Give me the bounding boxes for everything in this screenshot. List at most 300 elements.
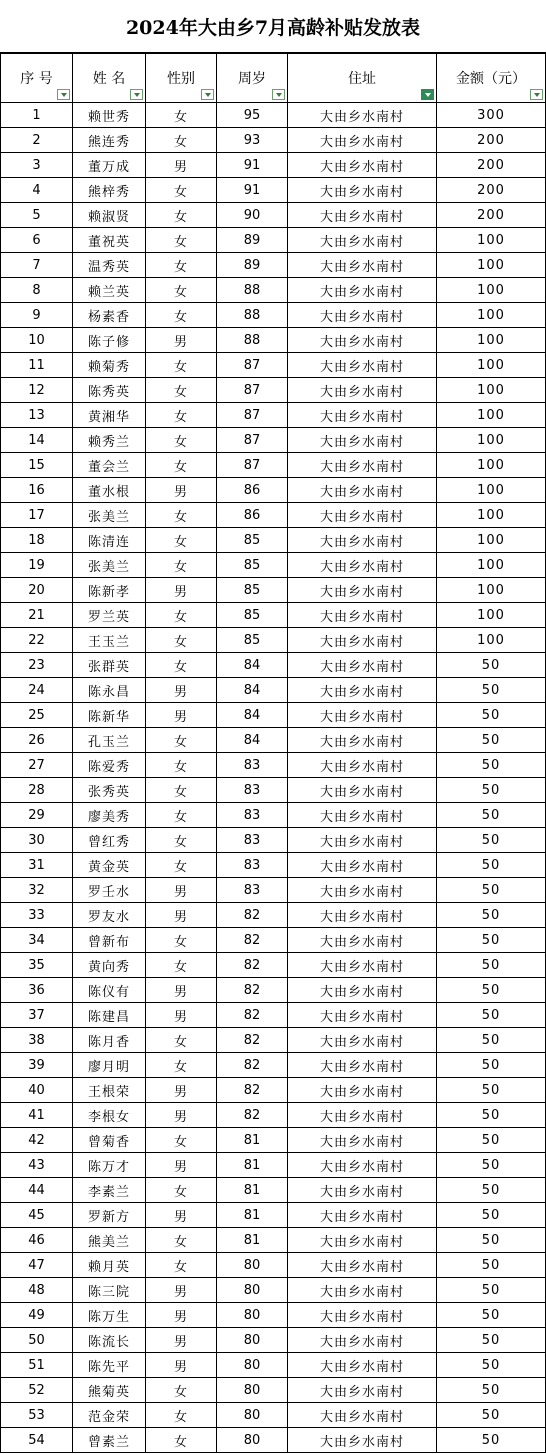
age-cell[interactable]: 84 <box>217 678 288 703</box>
seq-cell[interactable]: 1 <box>1 103 73 128</box>
name-cell[interactable]: 廖月明 <box>73 1053 146 1078</box>
seq-cell[interactable]: 52 <box>1 1378 73 1403</box>
gender-cell[interactable]: 男 <box>146 1203 217 1228</box>
age-cell[interactable]: 80 <box>217 1428 288 1453</box>
gender-cell[interactable]: 男 <box>146 1303 217 1328</box>
address-cell[interactable]: 大由乡水南村 <box>288 528 437 553</box>
amount-cell[interactable]: 100 <box>437 503 546 528</box>
amount-cell[interactable]: 100 <box>437 428 546 453</box>
age-cell[interactable]: 83 <box>217 778 288 803</box>
gender-cell[interactable]: 女 <box>146 1403 217 1428</box>
amount-cell[interactable]: 100 <box>437 453 546 478</box>
seq-cell[interactable]: 13 <box>1 403 73 428</box>
age-cell[interactable]: 82 <box>217 903 288 928</box>
gender-cell[interactable]: 女 <box>146 303 217 328</box>
amount-cell[interactable]: 50 <box>437 678 546 703</box>
amount-cell[interactable]: 50 <box>437 1103 546 1128</box>
filter-active-icon[interactable] <box>421 89 434 100</box>
age-cell[interactable]: 80 <box>217 1278 288 1303</box>
age-cell[interactable]: 89 <box>217 253 288 278</box>
name-cell[interactable]: 范金荣 <box>73 1403 146 1428</box>
address-cell[interactable]: 大由乡水南村 <box>288 353 437 378</box>
name-cell[interactable]: 陈秀英 <box>73 378 146 403</box>
gender-cell[interactable]: 女 <box>146 603 217 628</box>
seq-cell[interactable]: 40 <box>1 1078 73 1103</box>
amount-cell[interactable]: 200 <box>437 178 546 203</box>
gender-cell[interactable]: 女 <box>146 353 217 378</box>
address-cell[interactable]: 大由乡水南村 <box>288 953 437 978</box>
age-cell[interactable]: 93 <box>217 128 288 153</box>
name-cell[interactable]: 董祝英 <box>73 228 146 253</box>
amount-cell[interactable]: 50 <box>437 1378 546 1403</box>
name-cell[interactable]: 陈万才 <box>73 1153 146 1178</box>
gender-cell[interactable]: 女 <box>146 278 217 303</box>
name-cell[interactable]: 陈三院 <box>73 1278 146 1303</box>
amount-cell[interactable]: 50 <box>437 853 546 878</box>
address-cell[interactable]: 大由乡水南村 <box>288 778 437 803</box>
address-cell[interactable]: 大由乡水南村 <box>288 453 437 478</box>
name-cell[interactable]: 杨素香 <box>73 303 146 328</box>
gender-cell[interactable]: 女 <box>146 203 217 228</box>
age-cell[interactable]: 84 <box>217 728 288 753</box>
age-cell[interactable]: 80 <box>217 1253 288 1278</box>
amount-cell[interactable]: 50 <box>437 1328 546 1353</box>
gender-cell[interactable]: 男 <box>146 328 217 353</box>
amount-cell[interactable]: 50 <box>437 1053 546 1078</box>
address-cell[interactable]: 大由乡水南村 <box>288 803 437 828</box>
age-cell[interactable]: 84 <box>217 653 288 678</box>
age-cell[interactable]: 83 <box>217 753 288 778</box>
address-cell[interactable]: 大由乡水南村 <box>288 1178 437 1203</box>
name-cell[interactable]: 陈子修 <box>73 328 146 353</box>
address-cell[interactable]: 大由乡水南村 <box>288 1378 437 1403</box>
age-cell[interactable]: 82 <box>217 1078 288 1103</box>
address-cell[interactable]: 大由乡水南村 <box>288 1328 437 1353</box>
age-cell[interactable]: 84 <box>217 703 288 728</box>
address-cell[interactable]: 大由乡水南村 <box>288 728 437 753</box>
address-cell[interactable]: 大由乡水南村 <box>288 928 437 953</box>
gender-cell[interactable]: 男 <box>146 1353 217 1378</box>
filter-dropdown-icon[interactable] <box>201 89 214 100</box>
name-cell[interactable]: 罗友水 <box>73 903 146 928</box>
seq-cell[interactable]: 42 <box>1 1128 73 1153</box>
gender-cell[interactable]: 女 <box>146 103 217 128</box>
seq-cell[interactable]: 17 <box>1 503 73 528</box>
address-cell[interactable]: 大由乡水南村 <box>288 1253 437 1278</box>
address-cell[interactable]: 大由乡水南村 <box>288 878 437 903</box>
seq-cell[interactable]: 16 <box>1 478 73 503</box>
name-cell[interactable]: 董水根 <box>73 478 146 503</box>
address-cell[interactable]: 大由乡水南村 <box>288 678 437 703</box>
age-cell[interactable]: 83 <box>217 853 288 878</box>
seq-cell[interactable]: 11 <box>1 353 73 378</box>
address-cell[interactable]: 大由乡水南村 <box>288 328 437 353</box>
seq-cell[interactable]: 31 <box>1 853 73 878</box>
seq-cell[interactable]: 21 <box>1 603 73 628</box>
name-cell[interactable]: 熊美兰 <box>73 1228 146 1253</box>
address-cell[interactable]: 大由乡水南村 <box>288 303 437 328</box>
age-cell[interactable]: 81 <box>217 1228 288 1253</box>
seq-cell[interactable]: 43 <box>1 1153 73 1178</box>
amount-cell[interactable]: 50 <box>437 1278 546 1303</box>
gender-cell[interactable]: 女 <box>146 628 217 653</box>
amount-cell[interactable]: 50 <box>437 1403 546 1428</box>
gender-cell[interactable]: 男 <box>146 153 217 178</box>
gender-cell[interactable]: 女 <box>146 1428 217 1453</box>
gender-cell[interactable]: 女 <box>146 378 217 403</box>
gender-cell[interactable]: 女 <box>146 1028 217 1053</box>
seq-cell[interactable]: 24 <box>1 678 73 703</box>
seq-cell[interactable]: 27 <box>1 753 73 778</box>
name-cell[interactable]: 赖世秀 <box>73 103 146 128</box>
seq-cell[interactable]: 25 <box>1 703 73 728</box>
seq-cell[interactable]: 46 <box>1 1228 73 1253</box>
seq-cell[interactable]: 4 <box>1 178 73 203</box>
address-cell[interactable]: 大由乡水南村 <box>288 1003 437 1028</box>
seq-cell[interactable]: 23 <box>1 653 73 678</box>
amount-cell[interactable]: 100 <box>437 578 546 603</box>
age-cell[interactable]: 85 <box>217 603 288 628</box>
seq-cell[interactable]: 39 <box>1 1053 73 1078</box>
address-cell[interactable]: 大由乡水南村 <box>288 1153 437 1178</box>
age-cell[interactable]: 85 <box>217 553 288 578</box>
amount-cell[interactable]: 100 <box>437 278 546 303</box>
amount-cell[interactable]: 200 <box>437 203 546 228</box>
age-cell[interactable]: 86 <box>217 478 288 503</box>
filter-dropdown-icon[interactable] <box>130 89 143 100</box>
seq-cell[interactable]: 12 <box>1 378 73 403</box>
name-cell[interactable]: 张秀英 <box>73 778 146 803</box>
name-cell[interactable]: 王根荣 <box>73 1078 146 1103</box>
seq-cell[interactable]: 6 <box>1 228 73 253</box>
name-cell[interactable]: 陈新华 <box>73 703 146 728</box>
seq-cell[interactable]: 54 <box>1 1428 73 1453</box>
gender-cell[interactable]: 女 <box>146 653 217 678</box>
seq-cell[interactable]: 35 <box>1 953 73 978</box>
amount-cell[interactable]: 50 <box>437 1303 546 1328</box>
name-cell[interactable]: 陈万生 <box>73 1303 146 1328</box>
gender-cell[interactable]: 男 <box>146 1103 217 1128</box>
address-cell[interactable]: 大由乡水南村 <box>288 278 437 303</box>
age-cell[interactable]: 81 <box>217 1178 288 1203</box>
amount-cell[interactable]: 50 <box>437 1003 546 1028</box>
address-cell[interactable]: 大由乡水南村 <box>288 553 437 578</box>
seq-cell[interactable]: 49 <box>1 1303 73 1328</box>
amount-cell[interactable]: 200 <box>437 128 546 153</box>
name-cell[interactable]: 李素兰 <box>73 1178 146 1203</box>
name-cell[interactable]: 陈建昌 <box>73 1003 146 1028</box>
gender-cell[interactable]: 女 <box>146 753 217 778</box>
address-cell[interactable]: 大由乡水南村 <box>288 428 437 453</box>
age-cell[interactable]: 87 <box>217 428 288 453</box>
gender-cell[interactable]: 女 <box>146 553 217 578</box>
gender-cell[interactable]: 男 <box>146 1153 217 1178</box>
gender-cell[interactable]: 男 <box>146 903 217 928</box>
name-cell[interactable]: 罗壬水 <box>73 878 146 903</box>
gender-cell[interactable]: 女 <box>146 828 217 853</box>
amount-cell[interactable]: 50 <box>437 1203 546 1228</box>
amount-cell[interactable]: 50 <box>437 753 546 778</box>
age-cell[interactable]: 88 <box>217 303 288 328</box>
name-cell[interactable]: 罗兰英 <box>73 603 146 628</box>
seq-cell[interactable]: 19 <box>1 553 73 578</box>
gender-cell[interactable]: 男 <box>146 478 217 503</box>
age-cell[interactable]: 86 <box>217 503 288 528</box>
seq-cell[interactable]: 48 <box>1 1278 73 1303</box>
seq-cell[interactable]: 34 <box>1 928 73 953</box>
name-cell[interactable]: 王玉兰 <box>73 628 146 653</box>
name-cell[interactable]: 陈流长 <box>73 1328 146 1353</box>
age-cell[interactable]: 85 <box>217 528 288 553</box>
age-cell[interactable]: 88 <box>217 328 288 353</box>
name-cell[interactable]: 廖美秀 <box>73 803 146 828</box>
address-cell[interactable]: 大由乡水南村 <box>288 1078 437 1103</box>
gender-cell[interactable]: 男 <box>146 1003 217 1028</box>
address-cell[interactable]: 大由乡水南村 <box>288 478 437 503</box>
seq-cell[interactable]: 8 <box>1 278 73 303</box>
seq-cell[interactable]: 10 <box>1 328 73 353</box>
filter-dropdown-icon[interactable] <box>530 89 543 100</box>
gender-cell[interactable]: 男 <box>146 703 217 728</box>
address-cell[interactable]: 大由乡水南村 <box>288 1053 437 1078</box>
amount-cell[interactable]: 50 <box>437 778 546 803</box>
age-cell[interactable]: 82 <box>217 1053 288 1078</box>
seq-cell[interactable]: 3 <box>1 153 73 178</box>
age-cell[interactable]: 80 <box>217 1378 288 1403</box>
name-cell[interactable]: 陈爱秀 <box>73 753 146 778</box>
seq-cell[interactable]: 5 <box>1 203 73 228</box>
seq-cell[interactable]: 47 <box>1 1253 73 1278</box>
age-cell[interactable]: 89 <box>217 228 288 253</box>
gender-cell[interactable]: 女 <box>146 778 217 803</box>
gender-cell[interactable]: 女 <box>146 1378 217 1403</box>
name-cell[interactable]: 董万成 <box>73 153 146 178</box>
address-cell[interactable]: 大由乡水南村 <box>288 828 437 853</box>
address-cell[interactable]: 大由乡水南村 <box>288 903 437 928</box>
amount-cell[interactable]: 50 <box>437 928 546 953</box>
address-cell[interactable]: 大由乡水南村 <box>288 603 437 628</box>
age-cell[interactable]: 91 <box>217 178 288 203</box>
name-cell[interactable]: 陈仪有 <box>73 978 146 1003</box>
address-cell[interactable]: 大由乡水南村 <box>288 653 437 678</box>
amount-cell[interactable]: 100 <box>437 353 546 378</box>
age-cell[interactable]: 85 <box>217 628 288 653</box>
age-cell[interactable]: 95 <box>217 103 288 128</box>
gender-cell[interactable]: 女 <box>146 1253 217 1278</box>
age-cell[interactable]: 82 <box>217 1103 288 1128</box>
address-cell[interactable]: 大由乡水南村 <box>288 1203 437 1228</box>
address-cell[interactable]: 大由乡水南村 <box>288 228 437 253</box>
seq-cell[interactable]: 2 <box>1 128 73 153</box>
address-cell[interactable]: 大由乡水南村 <box>288 703 437 728</box>
seq-cell[interactable]: 15 <box>1 453 73 478</box>
gender-cell[interactable]: 女 <box>146 528 217 553</box>
address-cell[interactable]: 大由乡水南村 <box>288 853 437 878</box>
gender-cell[interactable]: 女 <box>146 453 217 478</box>
name-cell[interactable]: 熊菊英 <box>73 1378 146 1403</box>
address-cell[interactable]: 大由乡水南村 <box>288 1228 437 1253</box>
address-cell[interactable]: 大由乡水南村 <box>288 1353 437 1378</box>
name-cell[interactable]: 董会兰 <box>73 453 146 478</box>
amount-cell[interactable]: 50 <box>437 1353 546 1378</box>
age-cell[interactable]: 83 <box>217 878 288 903</box>
age-cell[interactable]: 88 <box>217 278 288 303</box>
name-cell[interactable]: 陈清连 <box>73 528 146 553</box>
amount-cell[interactable]: 100 <box>437 478 546 503</box>
address-cell[interactable]: 大由乡水南村 <box>288 103 437 128</box>
seq-cell[interactable]: 44 <box>1 1178 73 1203</box>
address-cell[interactable]: 大由乡水南村 <box>288 1028 437 1053</box>
amount-cell[interactable]: 50 <box>437 803 546 828</box>
seq-cell[interactable]: 53 <box>1 1403 73 1428</box>
age-cell[interactable]: 87 <box>217 353 288 378</box>
name-cell[interactable]: 温秀英 <box>73 253 146 278</box>
name-cell[interactable]: 黄金英 <box>73 853 146 878</box>
name-cell[interactable]: 赖淑贤 <box>73 203 146 228</box>
amount-cell[interactable]: 100 <box>437 378 546 403</box>
seq-cell[interactable]: 14 <box>1 428 73 453</box>
address-cell[interactable]: 大由乡水南村 <box>288 203 437 228</box>
age-cell[interactable]: 82 <box>217 1028 288 1053</box>
address-cell[interactable]: 大由乡水南村 <box>288 753 437 778</box>
seq-cell[interactable]: 32 <box>1 878 73 903</box>
gender-cell[interactable]: 女 <box>146 428 217 453</box>
age-cell[interactable]: 82 <box>217 953 288 978</box>
amount-cell[interactable]: 50 <box>437 1078 546 1103</box>
name-cell[interactable]: 熊连秀 <box>73 128 146 153</box>
amount-cell[interactable]: 100 <box>437 528 546 553</box>
amount-cell[interactable]: 300 <box>437 103 546 128</box>
name-cell[interactable]: 赖兰英 <box>73 278 146 303</box>
amount-cell[interactable]: 100 <box>437 228 546 253</box>
age-cell[interactable]: 87 <box>217 403 288 428</box>
address-cell[interactable]: 大由乡水南村 <box>288 503 437 528</box>
gender-cell[interactable]: 男 <box>146 878 217 903</box>
amount-cell[interactable]: 50 <box>437 703 546 728</box>
age-cell[interactable]: 80 <box>217 1353 288 1378</box>
name-cell[interactable]: 孔玉兰 <box>73 728 146 753</box>
amount-cell[interactable]: 100 <box>437 603 546 628</box>
amount-cell[interactable]: 50 <box>437 1253 546 1278</box>
amount-cell[interactable]: 50 <box>437 953 546 978</box>
filter-dropdown-icon[interactable] <box>57 89 70 100</box>
age-cell[interactable]: 80 <box>217 1303 288 1328</box>
address-cell[interactable]: 大由乡水南村 <box>288 1428 437 1453</box>
seq-cell[interactable]: 28 <box>1 778 73 803</box>
address-cell[interactable]: 大由乡水南村 <box>288 253 437 278</box>
gender-cell[interactable]: 女 <box>146 128 217 153</box>
seq-cell[interactable]: 26 <box>1 728 73 753</box>
gender-cell[interactable]: 男 <box>146 678 217 703</box>
gender-cell[interactable]: 女 <box>146 953 217 978</box>
name-cell[interactable]: 张群英 <box>73 653 146 678</box>
gender-cell[interactable]: 男 <box>146 1278 217 1303</box>
amount-cell[interactable]: 100 <box>437 628 546 653</box>
seq-cell[interactable]: 38 <box>1 1028 73 1053</box>
amount-cell[interactable]: 50 <box>437 1178 546 1203</box>
seq-cell[interactable]: 9 <box>1 303 73 328</box>
seq-cell[interactable]: 30 <box>1 828 73 853</box>
address-cell[interactable]: 大由乡水南村 <box>288 1278 437 1303</box>
age-cell[interactable]: 83 <box>217 828 288 853</box>
address-cell[interactable]: 大由乡水南村 <box>288 578 437 603</box>
gender-cell[interactable]: 女 <box>146 1053 217 1078</box>
amount-cell[interactable]: 200 <box>437 153 546 178</box>
gender-cell[interactable]: 女 <box>146 1128 217 1153</box>
filter-dropdown-icon[interactable] <box>272 89 285 100</box>
gender-cell[interactable]: 女 <box>146 1178 217 1203</box>
gender-cell[interactable]: 女 <box>146 253 217 278</box>
age-cell[interactable]: 87 <box>217 453 288 478</box>
age-cell[interactable]: 87 <box>217 378 288 403</box>
seq-cell[interactable]: 33 <box>1 903 73 928</box>
name-cell[interactable]: 李根女 <box>73 1103 146 1128</box>
name-cell[interactable]: 曾红秀 <box>73 828 146 853</box>
name-cell[interactable]: 曾素兰 <box>73 1428 146 1453</box>
amount-cell[interactable]: 100 <box>437 328 546 353</box>
name-cell[interactable]: 赖秀兰 <box>73 428 146 453</box>
gender-cell[interactable]: 男 <box>146 978 217 1003</box>
name-cell[interactable]: 黄向秀 <box>73 953 146 978</box>
address-cell[interactable]: 大由乡水南村 <box>288 128 437 153</box>
address-cell[interactable]: 大由乡水南村 <box>288 1403 437 1428</box>
gender-cell[interactable]: 男 <box>146 1078 217 1103</box>
seq-cell[interactable]: 18 <box>1 528 73 553</box>
seq-cell[interactable]: 50 <box>1 1328 73 1353</box>
age-cell[interactable]: 85 <box>217 578 288 603</box>
name-cell[interactable]: 罗新方 <box>73 1203 146 1228</box>
gender-cell[interactable]: 女 <box>146 803 217 828</box>
address-cell[interactable]: 大由乡水南村 <box>288 403 437 428</box>
seq-cell[interactable]: 51 <box>1 1353 73 1378</box>
gender-cell[interactable]: 女 <box>146 403 217 428</box>
amount-cell[interactable]: 50 <box>437 878 546 903</box>
amount-cell[interactable]: 50 <box>437 653 546 678</box>
name-cell[interactable]: 张美兰 <box>73 503 146 528</box>
gender-cell[interactable]: 男 <box>146 1328 217 1353</box>
name-cell[interactable]: 曾新布 <box>73 928 146 953</box>
age-cell[interactable]: 81 <box>217 1203 288 1228</box>
gender-cell[interactable]: 女 <box>146 228 217 253</box>
seq-cell[interactable]: 20 <box>1 578 73 603</box>
amount-cell[interactable]: 50 <box>437 1428 546 1453</box>
amount-cell[interactable]: 50 <box>437 728 546 753</box>
address-cell[interactable]: 大由乡水南村 <box>288 1303 437 1328</box>
name-cell[interactable]: 张美兰 <box>73 553 146 578</box>
age-cell[interactable]: 81 <box>217 1153 288 1178</box>
amount-cell[interactable]: 100 <box>437 403 546 428</box>
age-cell[interactable]: 82 <box>217 928 288 953</box>
address-cell[interactable]: 大由乡水南村 <box>288 628 437 653</box>
seq-cell[interactable]: 29 <box>1 803 73 828</box>
address-cell[interactable]: 大由乡水南村 <box>288 178 437 203</box>
age-cell[interactable]: 80 <box>217 1403 288 1428</box>
address-cell[interactable]: 大由乡水南村 <box>288 153 437 178</box>
age-cell[interactable]: 83 <box>217 803 288 828</box>
age-cell[interactable]: 80 <box>217 1328 288 1353</box>
age-cell[interactable]: 81 <box>217 1128 288 1153</box>
name-cell[interactable]: 熊梓秀 <box>73 178 146 203</box>
name-cell[interactable]: 黄湘华 <box>73 403 146 428</box>
amount-cell[interactable]: 50 <box>437 1028 546 1053</box>
address-cell[interactable]: 大由乡水南村 <box>288 1128 437 1153</box>
amount-cell[interactable]: 50 <box>437 1228 546 1253</box>
seq-cell[interactable]: 7 <box>1 253 73 278</box>
gender-cell[interactable]: 女 <box>146 728 217 753</box>
address-cell[interactable]: 大由乡水南村 <box>288 378 437 403</box>
amount-cell[interactable]: 50 <box>437 903 546 928</box>
amount-cell[interactable]: 50 <box>437 1153 546 1178</box>
